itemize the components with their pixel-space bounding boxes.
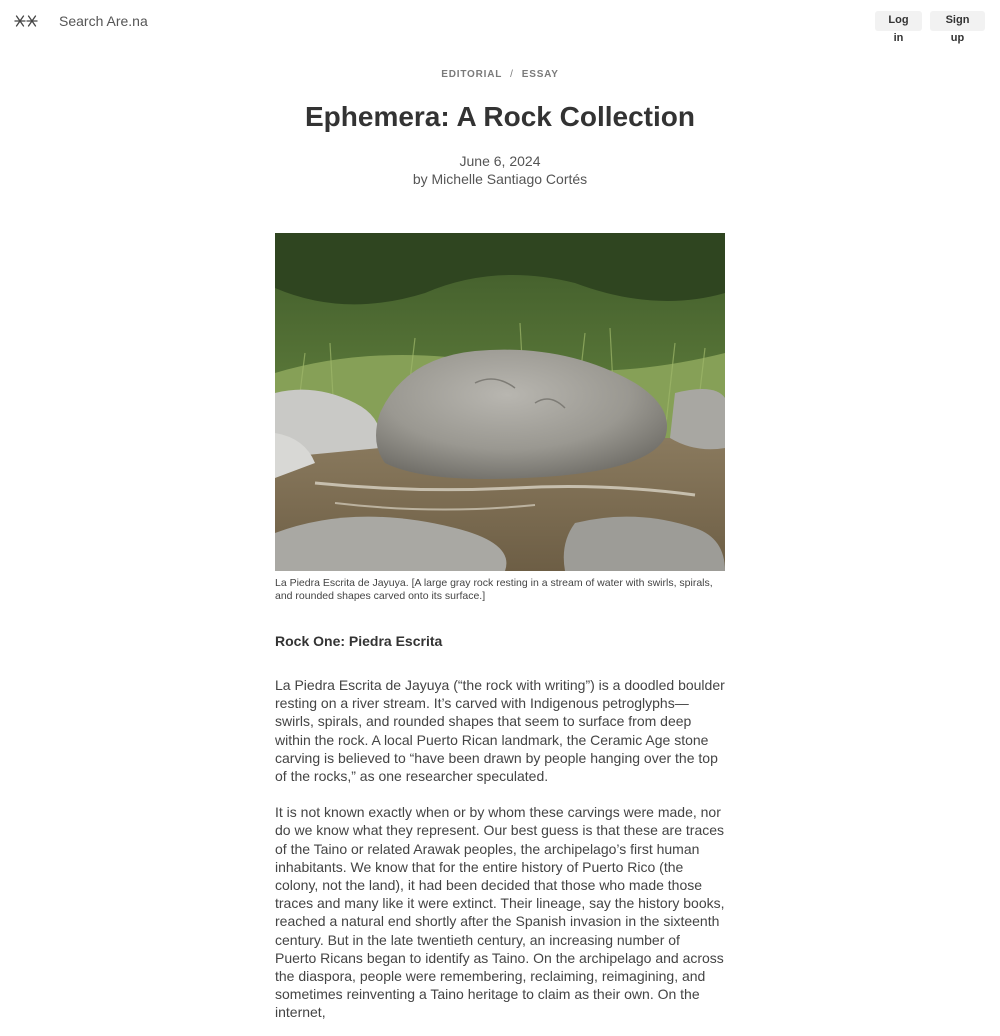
page-title: Ephemera: A Rock Collection (304, 101, 695, 132)
breadcrumb-separator: / (510, 69, 514, 80)
paragraph: La Piedra Escrita de Jayuya (“the rock with writing”) is a doodled boulder resting on a river stream. It’s carved with Indigenous petroglyphs—swirls, spirals, and rounded shapes that seem to surface from deep within the rock. A local Puerto Rican landmark, the Ceramic Age stone carving is believed to “have been drawn by people hanging over the top of the rocks,” as one researcher speculated. (275, 677, 725, 785)
breadcrumb-essay[interactable]: ESSAY (521, 69, 559, 80)
search-input[interactable] (59, 11, 359, 31)
article-header (0, 66, 1000, 188)
login-button[interactable]: Log in (875, 11, 922, 31)
are-na-asterisks-icon[interactable] (14, 12, 38, 30)
section-heading: Rock One: Piedra Escrita (275, 633, 443, 649)
top-bar (0, 0, 1000, 42)
image-caption: La Piedra Escrita de Jayuya. [A large gray rock resting in a stream of water with swirls, spirals, and rounded shapes carved onto its surface.] (275, 577, 713, 602)
breadcrumb (0, 66, 1000, 84)
article-date: June 6, 2024 (459, 153, 541, 169)
article-byline: by Michelle Santiago Cortés (412, 171, 588, 187)
article-body (275, 233, 725, 1036)
signup-button[interactable]: Sign up (930, 11, 985, 31)
article-hero-image (275, 233, 725, 571)
paragraph: It is not known exactly when or by whom these carvings were made, nor do we know what they represent. Our best guess is that these are traces of the Taino or related Arawak peoples, the archipelago’s first human inhabitants. We know that for the entire history of Puerto Rico (the colony, not the land), it had been decided that those who made those traces and many like it were extinct. Their lineage, say the history books, reached a natural end shortly after the Spanish invasion in the sixteenth century. But in the late twentieth century, an increasing number of Puerto Ricans began to identify as Taino. On the archipelago and across the diaspora, people were remembering, reclaiming, reimagining, and sometimes reinventing a Taino heritage to claim as their own. On the internet, (275, 804, 725, 1021)
breadcrumb-editorial[interactable]: EDITORIAL (441, 69, 503, 80)
